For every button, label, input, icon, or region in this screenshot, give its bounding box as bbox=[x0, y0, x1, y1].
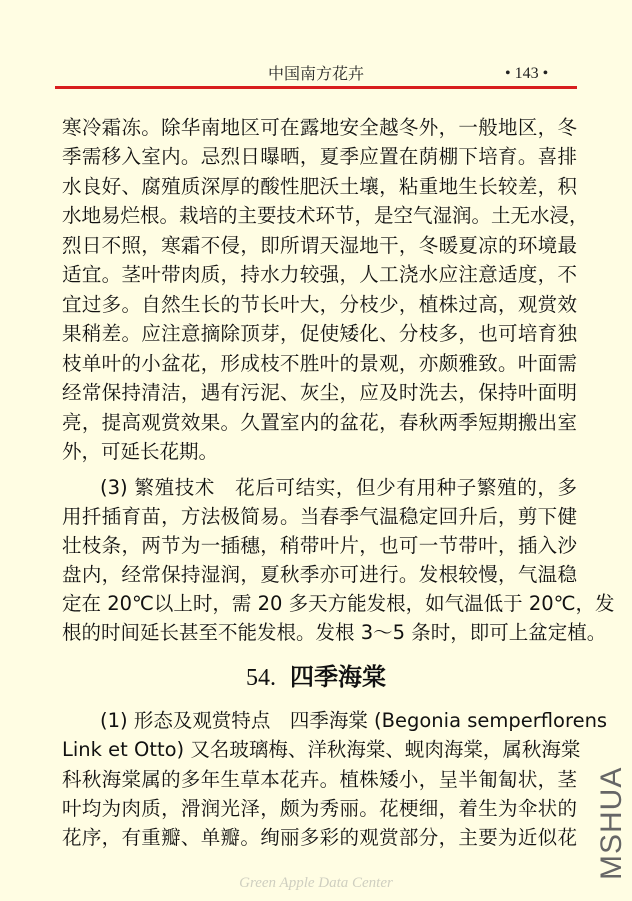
section-title: 四季海棠 bbox=[290, 663, 386, 691]
text-line: 枝单叶的小盆花，形成枝不胜叶的景观，亦颇雅致。叶面需 bbox=[62, 352, 577, 375]
side-watermark: MSHUA bbox=[595, 766, 628, 880]
header-rule bbox=[55, 86, 577, 89]
text-line: Link et Otto) 又名玻璃梅、洋秋海棠、蚬肉海棠，属秋海棠 bbox=[62, 738, 581, 761]
text-line: 用扦插育苗，方法极简易。当春季气温稳定回升后，剪下健 bbox=[62, 505, 577, 528]
text-line: 根的时间延长甚至不能发根。发根 3～5 条时，即可上盆定植。 bbox=[62, 621, 607, 644]
text-line: 壮枝条，两节为一插穗，稍带叶片，也可一节带叶，插入沙 bbox=[62, 534, 577, 557]
section-heading bbox=[0, 662, 632, 692]
text-line: 水良好、腐殖质深厚的酸性肥沃土壤，粘重地生长较差，积 bbox=[62, 175, 577, 198]
text-line: 经常保持清洁，遇有污泥、灰尘，应及时洗去，保持叶面明 bbox=[62, 381, 577, 404]
text-line: (3) 繁殖技术 花后可结实，但少有用种子繁殖的，多 bbox=[100, 476, 577, 499]
text-line: 水地易烂根。栽培的主要技术环节，是空气湿润。土无水浸， bbox=[62, 204, 589, 227]
watermark: Green Apple Data Center bbox=[239, 875, 393, 891]
text-line: 寒冷霜冻。除华南地区可在露地安全越冬外，一般地区，冬 bbox=[62, 116, 577, 139]
text-line: 外，可延长花期。 bbox=[62, 440, 219, 463]
text-line: 科秋海棠属的多年生草本花卉。植株矮小，呈半匍匐状，茎 bbox=[62, 768, 577, 791]
text-line: 花序，有重瓣、单瓣。绚丽多彩的观赏部分，主要为近似花 bbox=[62, 826, 577, 849]
section-number: 54. bbox=[246, 665, 276, 691]
text-line: 盘内，经常保持湿润，夏秋季亦可进行。发根较慢，气温稳 bbox=[62, 563, 577, 586]
text-line: 季需移入室内。忌烈日曝晒，夏季应置在荫棚下培育。喜排 bbox=[62, 145, 577, 168]
text-line: 烈日不照，寒霜不侵，即所谓天湿地干，冬暖夏凉的环境最 bbox=[62, 234, 577, 257]
text-line: 亮，提高观赏效果。久置室内的盆花，春秋两季短期搬出室 bbox=[62, 411, 577, 434]
text-line: 叶均为肉质，滑润光泽，颇为秀丽。花梗细，着生为伞状的 bbox=[62, 797, 577, 820]
running-header-title: 中国南方花卉 bbox=[267, 64, 364, 83]
text-line: 宜过多。自然生长的节长叶大，分枝少，植株过高，观赏效 bbox=[62, 293, 577, 316]
text-line: (1) 形态及观赏特点 四季海棠 (Begonia semperflorens bbox=[100, 709, 608, 732]
page-number: • 143 • bbox=[505, 65, 549, 82]
text-line: 适宜。茎叶带肉质，持水力较强，人工浇水应注意适度，不 bbox=[62, 263, 577, 286]
text-line: 定在 20℃以上时，需 20 多天方能发根，如气温低于 20℃，发 bbox=[62, 592, 615, 615]
text-line: 果稍差。应注意摘除顶芽，促使矮化、分枝多，也可培育独 bbox=[62, 322, 577, 345]
